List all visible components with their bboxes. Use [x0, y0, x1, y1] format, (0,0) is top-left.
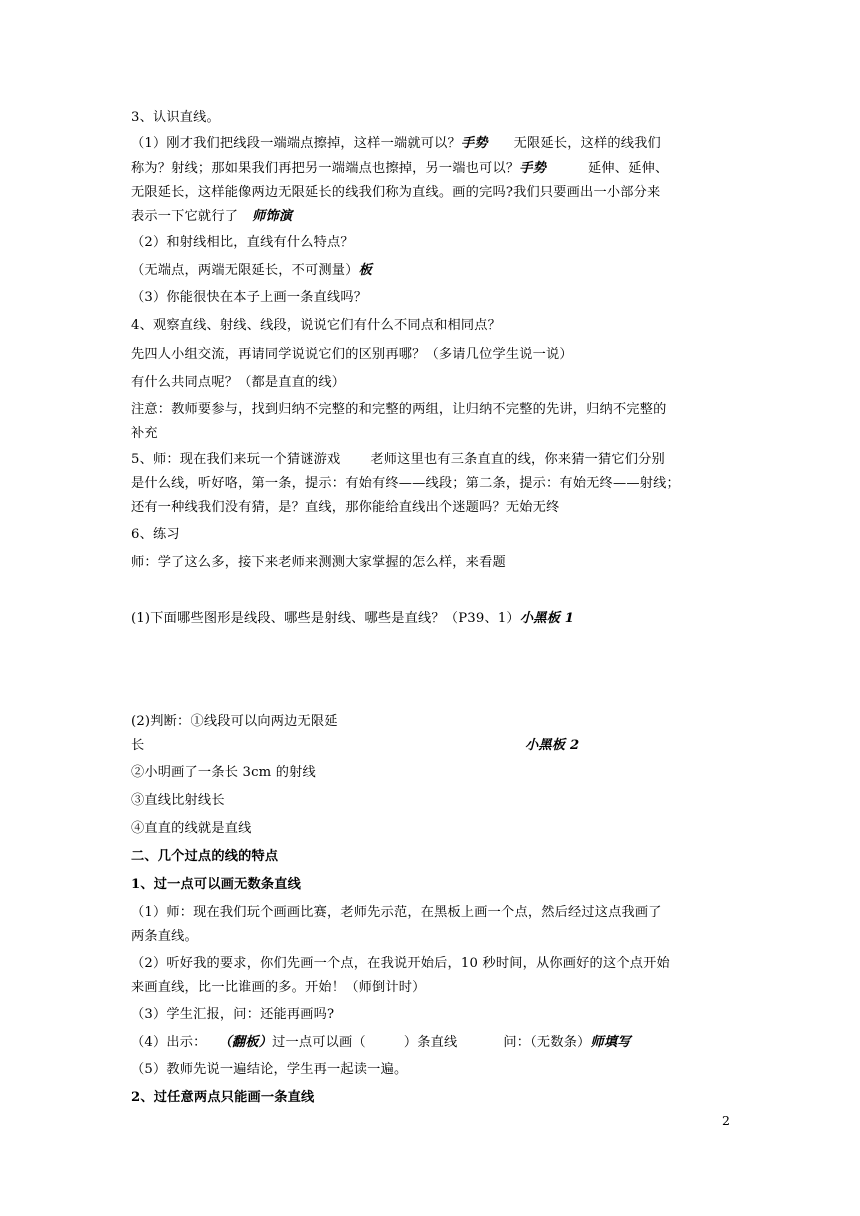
text: 注意：教师要参与，找到归纳不完整的和完整的两组，让归纳不完整的先讲，归纳不完整的 [131, 402, 667, 417]
subsection-heading [131, 876, 301, 894]
text: ③直线比射线长 [131, 793, 225, 808]
text: 5、师：现在我们来玩一个猜谜游戏 [131, 452, 341, 467]
text: （4）出示： [131, 1035, 207, 1050]
paragraph-line [131, 1034, 631, 1052]
paragraph-line [131, 475, 680, 493]
paragraph-line [131, 184, 660, 202]
paragraph-line [131, 820, 252, 838]
annotation [525, 737, 579, 755]
paragraph-line [131, 425, 158, 443]
heading-4 [131, 317, 501, 335]
paragraph-line [131, 135, 661, 153]
paragraph-line [131, 234, 354, 252]
paragraph-line [131, 737, 144, 755]
text: 无限延长，这样的线我们 [513, 136, 661, 151]
text: 小黑板 2 [525, 738, 580, 753]
text: 先四人小组交流，再请同学说说它们的区别再哪？（多请几位学生说一说） [131, 347, 573, 362]
paragraph-line [131, 346, 573, 364]
paragraph-line [131, 792, 225, 810]
text: 师：学了这么多，接下来老师来测测大家掌握的怎么样，来看题 [131, 555, 506, 570]
exercise-1 [131, 610, 574, 628]
annotation: 小黑板 1 [519, 611, 575, 626]
text: (1)下面哪些图形是线段、哪些是射线、哪些是直线？（P39、1） [131, 611, 520, 626]
paragraph-line [131, 208, 292, 226]
text: 老师这里也有三条直直的线，你来猜一猜它们分别 [370, 452, 665, 467]
text: 延伸、延伸、 [588, 161, 669, 176]
annotation: 手势 [519, 161, 547, 176]
text: 来画直线，比一比谁画的多。开始！（师倒计时） [131, 980, 426, 995]
annotation: 师填写 [590, 1035, 631, 1050]
paragraph-line [131, 374, 345, 392]
exercise-2 [131, 713, 338, 731]
text: (2)判断：①线段可以向两边无限延 [131, 714, 338, 729]
text: ②小明画了一条长 3cm 的射线 [131, 765, 316, 780]
text: 还有一种线我们没有猜，是？直线，那你能给直线出个迷题吗？无始无终 [131, 500, 560, 515]
paragraph-line [131, 955, 670, 973]
text: 是什么线，听好咯，第一条，提示：有始有终——线段；第二条，提示：有始无终——射线； [131, 476, 680, 491]
text: 两条直线。 [131, 929, 198, 944]
text: 3、认识直线。 [131, 110, 220, 125]
paragraph-line [131, 289, 367, 307]
text: 二、几个过点的线的特点 [131, 849, 279, 864]
text: 过一点可以画（ [272, 1035, 366, 1050]
heading-5 [131, 451, 665, 469]
paragraph-line [131, 1061, 407, 1079]
paragraph-line [131, 764, 316, 782]
heading-3 [131, 109, 220, 127]
text: 有什么共同点呢？（都是直直的线） [131, 375, 346, 390]
text: （无端点，两端无限延长，不可测量） [131, 263, 359, 278]
text: （5）教师先说一遍结论，学生再一起读一遍。 [131, 1062, 408, 1077]
paragraph-line [131, 262, 372, 280]
text: （2）听好我的要求，你们先画一个点，在我说开始后，10 秒时间，从你画好的这个点开始 [131, 956, 670, 971]
text: 4、观察直线、射线、线段，说说它们有什么不同点和相同点？ [131, 318, 502, 333]
text: ④直直的线就是直线 [131, 821, 252, 836]
text: 表示一下它就行了 [131, 209, 239, 224]
text: 无限延长，这样能像两边无限延长的线我们称为直线。画的完吗?我们只要画出一小部分来 [131, 185, 661, 200]
annotation: 师饰演 [252, 209, 293, 224]
text: 1、过一点可以画无数条直线 [131, 877, 302, 892]
text: 补充 [131, 426, 158, 441]
paragraph-line [131, 928, 198, 946]
text: 长 [131, 738, 145, 753]
page-number: 2 [722, 1113, 730, 1128]
section-heading [131, 848, 278, 866]
paragraph-line [131, 554, 506, 572]
paragraph-line [131, 160, 668, 178]
text: （2）和射线相比，直线有什么特点？ [131, 235, 354, 250]
text: （3）学生汇报，问：还能再画吗? [131, 1007, 335, 1022]
annotation: 板 [358, 263, 372, 278]
paragraph-line [131, 904, 662, 922]
text: （1）刚才我们把线段一端端点擦掉，这样一端就可以？ [131, 136, 461, 151]
paragraph-line [131, 1006, 334, 1024]
paragraph-line [131, 499, 559, 517]
heading-6 [131, 526, 180, 544]
text: 6、练习 [131, 527, 180, 542]
text: 2、过任意两点只能画一条直线 [131, 1090, 315, 1105]
text: （1）师：现在我们玩个画画比赛，老师先示范，在黑板上画一个点，然后经过这点我画了 [131, 905, 662, 920]
annotation: （翻板） [218, 1035, 273, 1050]
paragraph-line [131, 979, 426, 997]
annotation: 手势 [460, 136, 488, 151]
text: 称为？射线；那如果我们再把另一端端点也擦掉，另一端也可以？ [131, 161, 520, 176]
text: ）条直线 [403, 1035, 458, 1050]
subsection-heading [131, 1089, 314, 1107]
text: （3）你能很快在本子上画一条直线吗？ [131, 290, 368, 305]
paragraph-line [131, 401, 667, 419]
text: 问：（无数条） [503, 1035, 591, 1050]
